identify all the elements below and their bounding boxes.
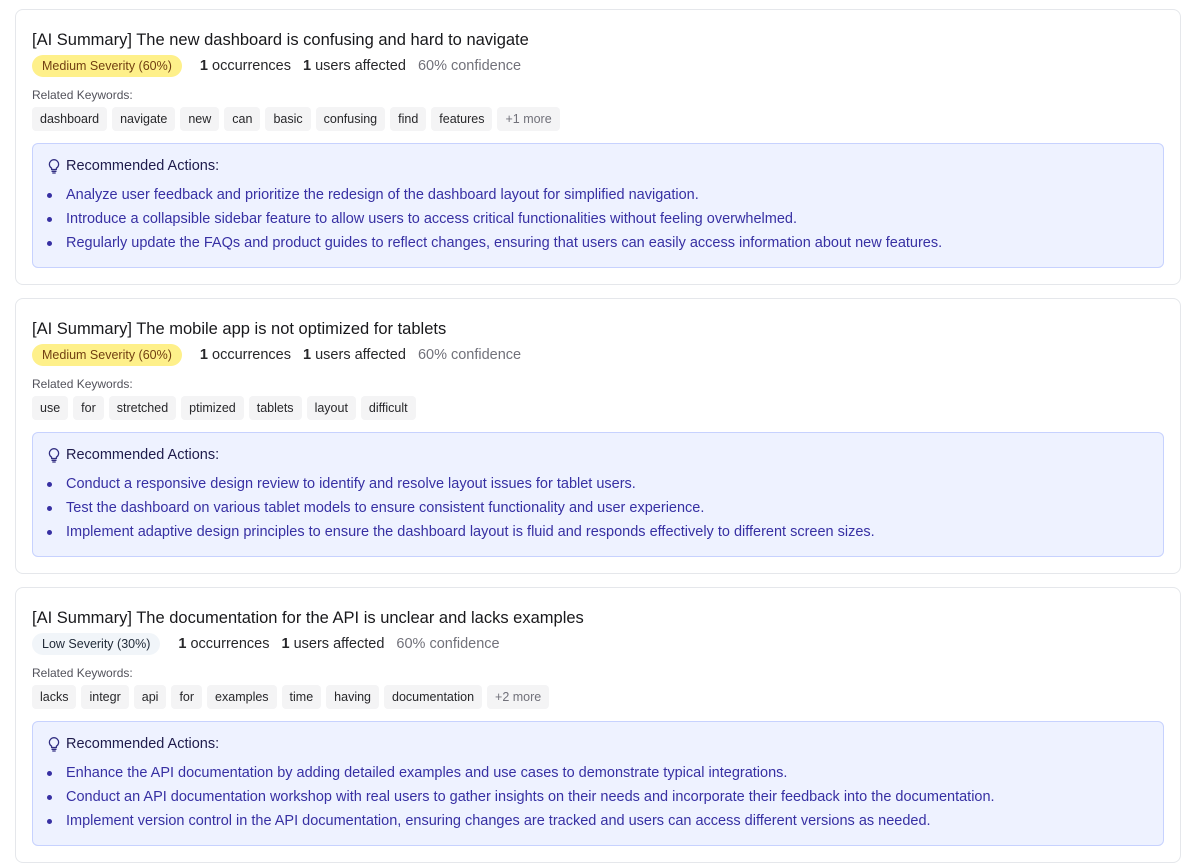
severity-badge: Medium Severity (60%) <box>32 55 182 77</box>
actions-title: Recommended Actions: <box>66 158 220 174</box>
issue-title: [AI Summary] The mobile app is not optimized for tablets <box>32 320 447 338</box>
keyword-tag: difficult <box>361 396 416 420</box>
recommended-actions-panel <box>32 432 1164 557</box>
issue-meta <box>32 633 1164 655</box>
action-item: Introduce a collapsible sidebar feature to allow users to access critical functionalities without feeling overwhelmed. <box>47 207 1147 231</box>
action-item: Implement adaptive design principles to ensure the dashboard layout is fluid and responds effectively to different screen sizes. <box>47 520 1147 544</box>
actions-title: Recommended Actions: <box>66 447 220 463</box>
keyword-tag: integr <box>81 685 128 709</box>
keyword-tag: basic <box>265 107 310 131</box>
more-keywords-tag[interactable]: +1 more <box>497 107 559 131</box>
keyword-list <box>32 685 1164 709</box>
keyword-list <box>32 396 1164 420</box>
keywords-label: Related Keywords: <box>32 666 133 680</box>
keyword-tag: stretched <box>109 396 176 420</box>
keyword-tag: features <box>431 107 492 131</box>
issue-meta <box>32 344 1164 366</box>
severity-badge: Medium Severity (60%) <box>32 344 182 366</box>
actions-title: Recommended Actions: <box>66 736 220 752</box>
keyword-tag: layout <box>307 396 356 420</box>
occurrences-count: 1 occurrences <box>199 347 291 363</box>
issue-card[interactable] <box>15 298 1181 574</box>
action-item: Enhance the API documentation by adding detailed examples and use cases to demonstrate typical integrations. <box>47 761 1147 785</box>
action-item: Test the dashboard on various tablet models to ensure consistent functionality and user experience. <box>47 496 1147 520</box>
keyword-tag: use <box>32 396 68 420</box>
keyword-list <box>32 107 1164 131</box>
severity-badge: Low Severity (30%) <box>32 633 160 655</box>
keywords-label: Related Keywords: <box>32 88 133 102</box>
issue-title: [AI Summary] The new dashboard is confusing and hard to navigate <box>32 31 529 49</box>
keywords-label: Related Keywords: <box>32 377 133 391</box>
keyword-tag: dashboard <box>32 107 107 131</box>
keyword-tag: having <box>326 685 379 709</box>
issue-card[interactable] <box>15 587 1181 863</box>
issue-meta <box>32 55 1164 77</box>
keyword-tag: time <box>282 685 322 709</box>
keyword-tag: examples <box>207 685 277 709</box>
keyword-tag: navigate <box>112 107 175 131</box>
keyword-tag: confusing <box>316 107 386 131</box>
lightbulb-icon <box>47 447 61 463</box>
keyword-tag: api <box>134 685 167 709</box>
confidence-label: 60% confidence <box>417 347 522 363</box>
action-item: Implement version control in the API documentation, ensuring changes are tracked and users can access different versions as needed. <box>47 809 1147 833</box>
keyword-tag: ptimized <box>181 396 244 420</box>
action-item: Conduct an API documentation workshop with real users to gather insights on their needs and incorporate their feedback into the documentation. <box>47 785 1147 809</box>
issue-title: [AI Summary] The documentation for the API is unclear and lacks examples <box>32 609 584 627</box>
keyword-tag: for <box>171 685 202 709</box>
users-affected-count: 1 users affected <box>281 636 385 652</box>
keyword-tag: lacks <box>32 685 76 709</box>
users-affected-count: 1 users affected <box>303 58 406 74</box>
recommended-actions-panel <box>32 143 1164 268</box>
action-item: Conduct a responsive design review to identify and resolve layout issues for tablet users. <box>47 472 1147 496</box>
keyword-tag: find <box>390 107 426 131</box>
users-affected-count: 1 users affected <box>303 347 406 363</box>
keyword-tag: can <box>224 107 260 131</box>
keyword-tag: tablets <box>249 396 302 420</box>
issue-card[interactable] <box>15 9 1181 285</box>
keyword-tag: for <box>73 396 104 420</box>
action-item: Regularly update the FAQs and product guides to reflect changes, ensuring that users can easily access information about new features. <box>47 231 1147 255</box>
actions-list <box>47 472 1147 544</box>
more-keywords-tag[interactable]: +2 more <box>487 685 549 709</box>
action-item: Analyze user feedback and prioritize the redesign of the dashboard layout for simplified navigation. <box>47 183 1147 207</box>
lightbulb-icon <box>47 736 61 752</box>
recommended-actions-panel <box>32 721 1164 846</box>
confidence-label: 60% confidence <box>417 58 522 74</box>
occurrences-count: 1 occurrences <box>178 636 270 652</box>
actions-list <box>47 761 1147 833</box>
occurrences-count: 1 occurrences <box>199 58 291 74</box>
keyword-tag: documentation <box>384 685 482 709</box>
actions-list <box>47 183 1147 255</box>
confidence-label: 60% confidence <box>396 636 500 652</box>
lightbulb-icon <box>47 158 61 174</box>
keyword-tag: new <box>180 107 219 131</box>
